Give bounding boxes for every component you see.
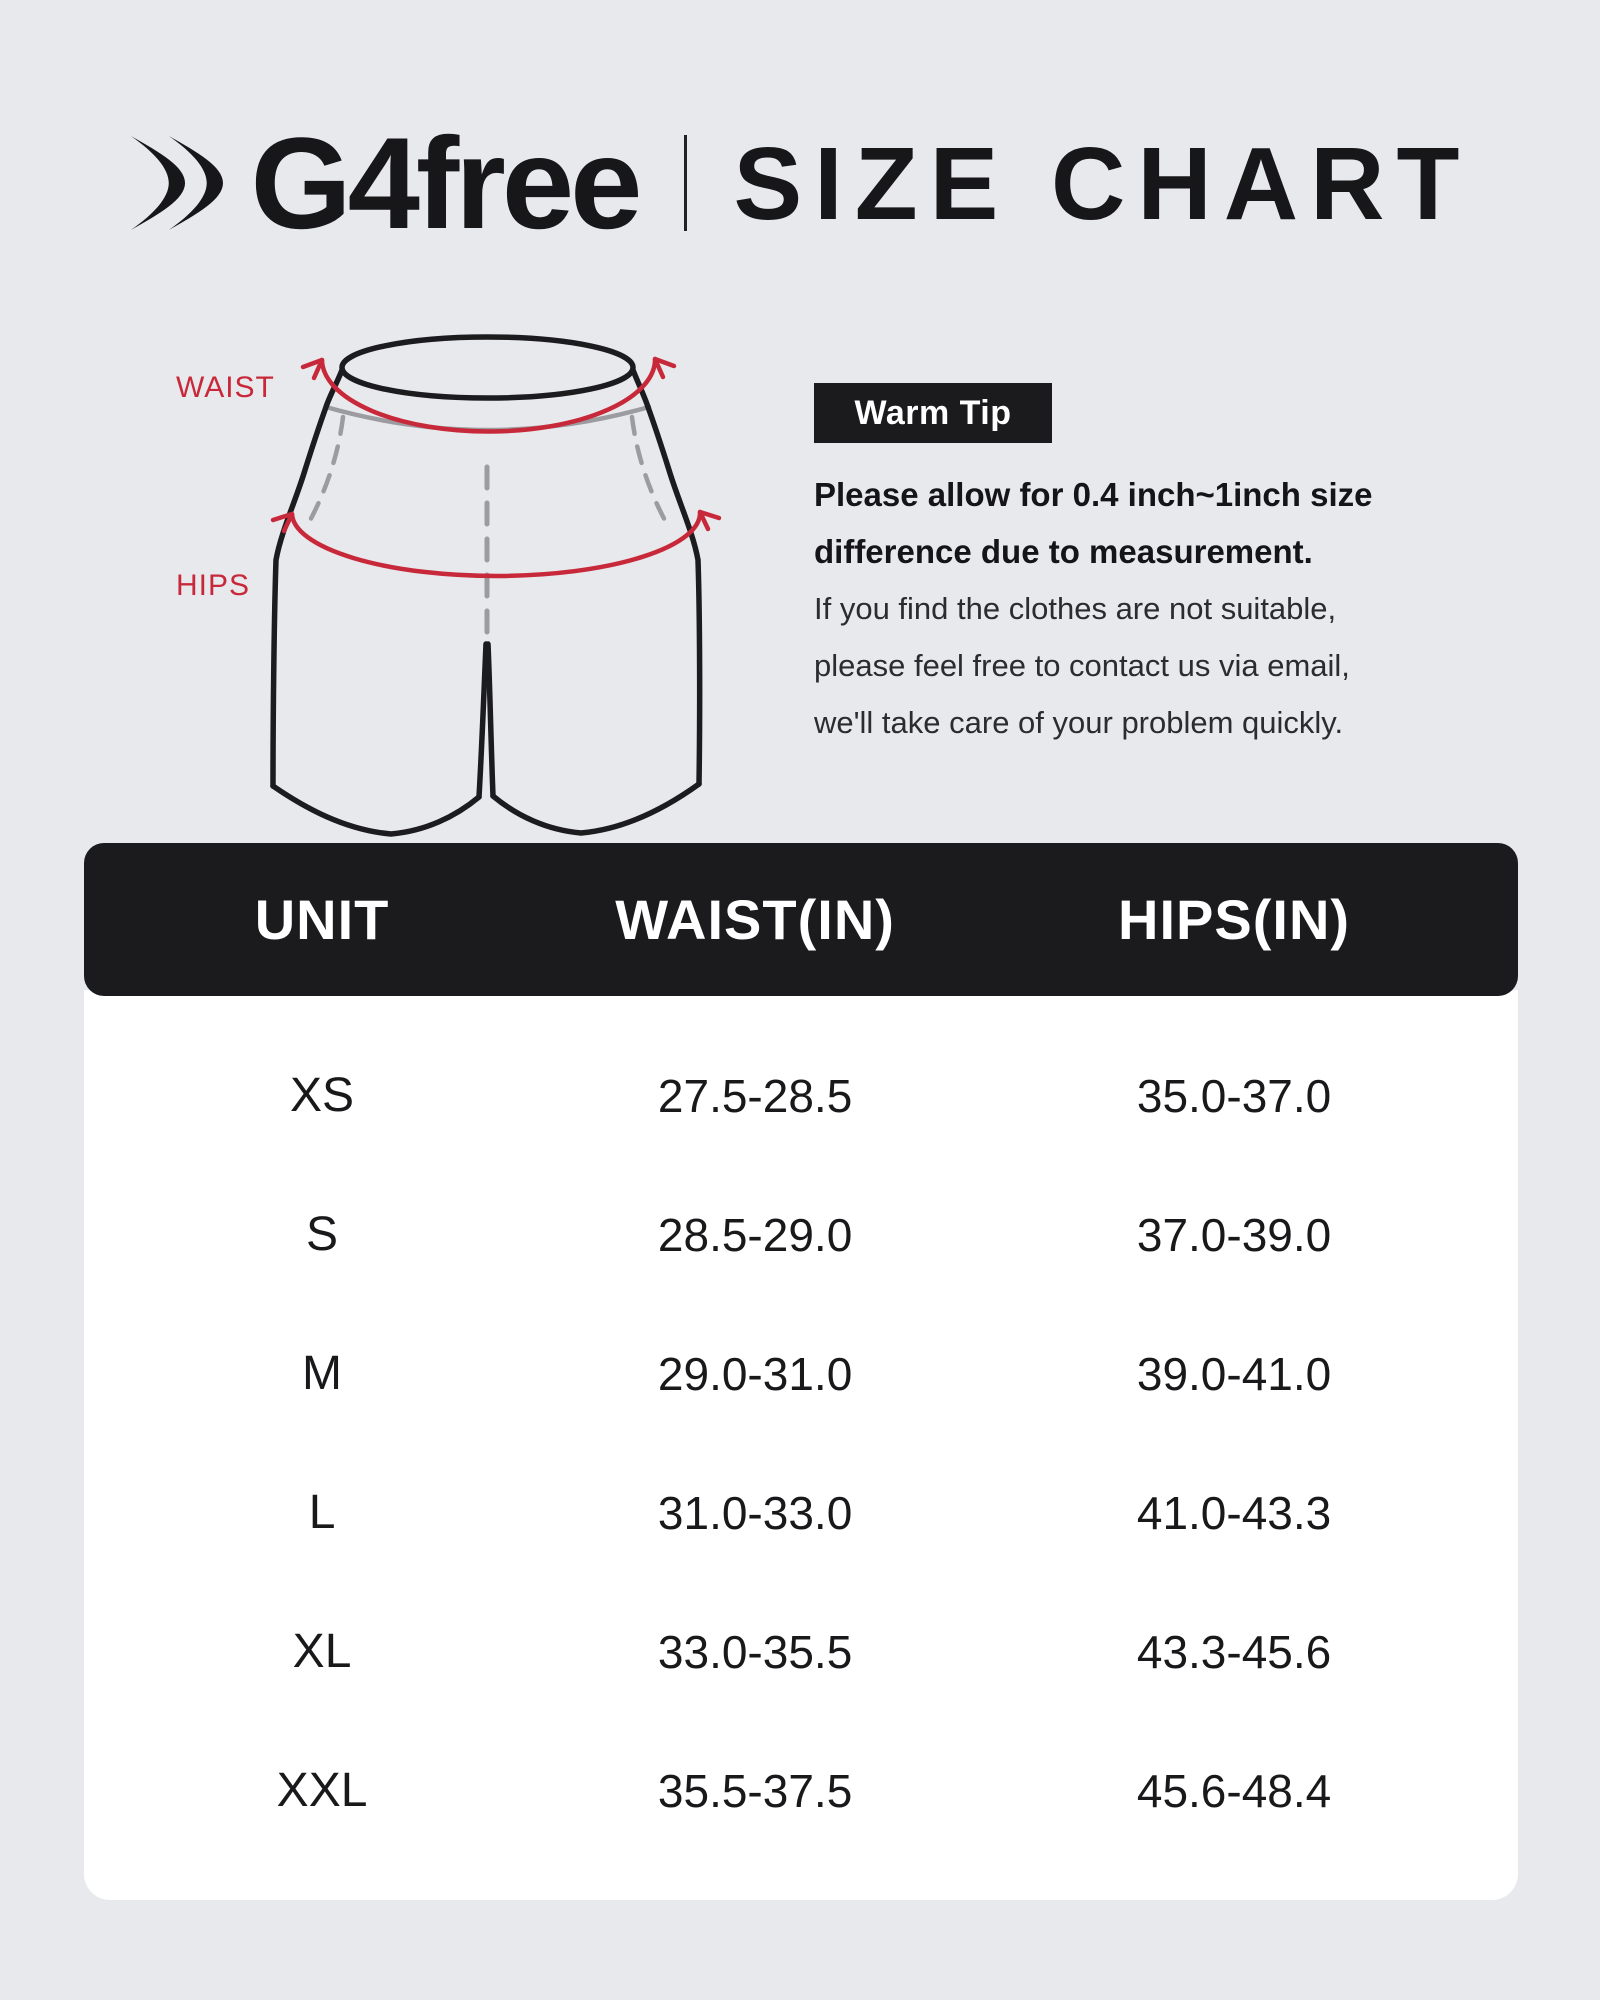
table-row	[84, 1026, 1518, 1165]
size-table	[84, 843, 1518, 1900]
column-header-waist: WAIST(IN)	[615, 888, 895, 951]
table-row	[84, 1582, 1518, 1721]
hips-cell: 41.0-43.3	[1136, 1486, 1332, 1539]
size-cell: XL	[292, 1625, 352, 1678]
tip-bold-line: difference due to measurement.	[814, 533, 1313, 570]
table-row	[84, 1304, 1518, 1443]
size-cell: L	[308, 1486, 336, 1539]
tip-line: we'll take care of your problem quickly.	[814, 705, 1344, 740]
warm-tip-badge: Warm Tip	[814, 383, 1052, 443]
waistband-seam-lines	[307, 407, 668, 636]
hips-arrow	[273, 512, 719, 576]
hips-cell: 39.0-41.0	[1136, 1347, 1332, 1400]
hips-label: HIPS	[176, 569, 251, 602]
size-cell: XS	[290, 1069, 355, 1122]
brand-chevrons-icon	[129, 131, 223, 235]
hips-cell: 35.0-37.0	[1136, 1069, 1332, 1122]
page-title: SIZE CHART	[733, 125, 1472, 241]
waist-cell: 35.5-37.5	[657, 1764, 853, 1817]
table-row	[84, 1721, 1518, 1860]
shorts-measurement-diagram	[150, 320, 750, 860]
hips-cell: 37.0-39.0	[1136, 1208, 1332, 1261]
tip-line: please feel free to contact us via email,	[814, 648, 1350, 683]
waist-cell: 29.0-31.0	[657, 1347, 853, 1400]
tip-bold-line: Please allow for 0.4 inch~1inch size	[814, 476, 1373, 513]
tip-line: If you find the clothes are not suitable,	[814, 591, 1337, 626]
size-cell: XXL	[276, 1764, 368, 1817]
waist-cell: 27.5-28.5	[657, 1069, 853, 1122]
column-header-unit: UNIT	[254, 888, 390, 951]
waist-cell: 28.5-29.0	[657, 1208, 853, 1261]
waist-label: WAIST	[176, 371, 275, 404]
hips-cell: 43.3-45.6	[1136, 1625, 1332, 1678]
table-row	[84, 1165, 1518, 1304]
table-row	[84, 1443, 1518, 1582]
hips-cell: 45.6-48.4	[1136, 1764, 1332, 1817]
size-cell: S	[306, 1208, 339, 1261]
size-table-header	[84, 843, 1518, 996]
warm-tip-text	[814, 466, 1474, 751]
waist-cell: 31.0-33.0	[657, 1486, 853, 1539]
brand-row	[0, 98, 1600, 268]
waist-cell: 33.0-35.5	[657, 1625, 853, 1678]
brand-divider	[684, 135, 687, 231]
column-header-hips: HIPS(IN)	[1118, 888, 1351, 951]
brand-name: G4free	[250, 110, 639, 256]
size-cell: M	[302, 1347, 343, 1400]
size-table-body	[84, 990, 1518, 1900]
